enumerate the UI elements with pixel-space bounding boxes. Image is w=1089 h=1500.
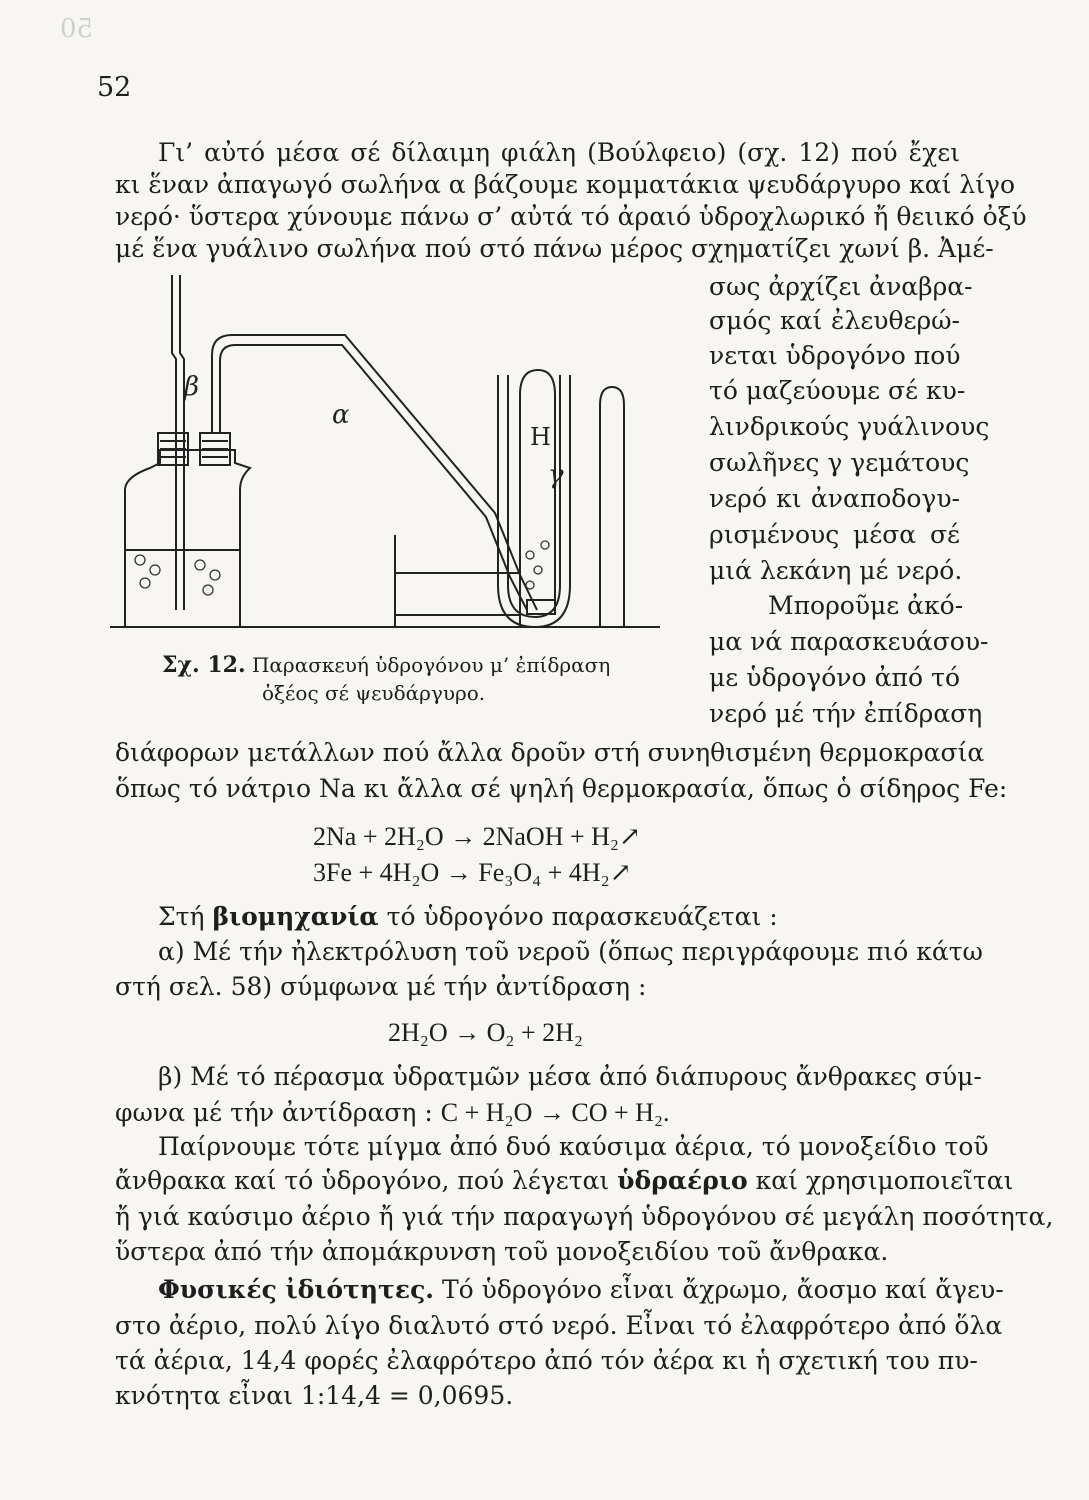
side-text-line: σμός καί ἐλευθερώ- xyxy=(709,306,960,335)
text-line: νερό· ὕστερα χύνουμε πάνω σ’ αὐτά τό ἀραιό ὑδροχλωρικό ἤ θειικό ὀξύ xyxy=(115,202,1027,231)
term-water-gas: ὑδραέριο xyxy=(617,1166,748,1195)
side-text-line: σως ἀρχίζει ἀναβρα- xyxy=(709,272,973,301)
equation-electrolysis: 2H₂O → O₂ + 2H₂ xyxy=(388,1018,583,1047)
side-text-line: μα νά παρασκευάσου- xyxy=(709,627,989,656)
text-part: ἄνθρακα καί τό ὑδρογόνο, πού λέγεται xyxy=(115,1166,610,1195)
industry-term: βιομηχανία xyxy=(212,902,379,931)
side-text-line: μιά λεκάνη μέ νερό. xyxy=(709,556,963,585)
text-line: μέ ἕνα γυάλινο σωλήνα πού στό πάνω μέρος σχηματίζει χωνί β. Ἀμέ- xyxy=(115,234,994,263)
bleed-through-page-number: 50 xyxy=(60,14,94,44)
figure-caption-line1: Παρασκευή ὑδρογόνου μ’ ἐπίδραση xyxy=(251,653,611,677)
equation-sodium: 2Na + 2H₂O → 2NaOH + H₂↗ xyxy=(313,822,641,851)
text-line: τά ἀέρια, 14,4 φορές ἐλαφρότερο ἀπό τόν ἀέρα κι ἡ σχετική του πυ- xyxy=(115,1346,978,1375)
delivery-tube xyxy=(212,335,537,610)
text-line: β) Μέ τό πέρασμα ὑδρατμῶν μέσα ἀπό διάπυρους ἄνθρακες σύμ- xyxy=(158,1062,982,1091)
industry-rest: τό ὑδρογόνο παρασκευάζεται : xyxy=(386,902,778,931)
gas-tube-h xyxy=(600,387,624,627)
text-line xyxy=(115,1166,1014,1196)
text-part: Τό ὑδρογόνο εἶναι ἄχρωμο, ἄοσμο καί ἄγευ- xyxy=(441,1275,1004,1304)
industry-line xyxy=(158,902,778,932)
text-line: κι ἕναν ἀπαγωγό σωλήνα α βάζουμε κομματάκια ψευδάργυρο καί λίγο xyxy=(115,170,1016,199)
figure-wulff-bottle-apparatus xyxy=(100,255,700,655)
text-line: ἤ γιά καύσιμο ἀέριο ἤ γιά τήν παραγωγή ὑδρογόνου σέ μεγάλη ποσότητα, xyxy=(115,1202,1054,1231)
mark-beta: β xyxy=(184,372,200,402)
funnel-tube xyxy=(172,275,184,610)
text-part: καί χρησιμοποιεῖται xyxy=(755,1166,1014,1195)
text-line: ὅπως τό νάτριο Na κι ἄλλα σέ ψηλή θερμοκρασία, ὅπως ὁ σίδηρος Fe: xyxy=(115,774,1008,803)
text-line xyxy=(115,1098,669,1128)
text-line: ὕστερα ἀπό τήν ἀπομάκρυνση τοῦ μονοξειδίου τοῦ ἄνθρακα. xyxy=(115,1237,889,1266)
text-line: Γι’ αὐτό μέσα σέ δίλαιμη φιάλη (Βούλφειο) (σχ. 12) πού ἔχει xyxy=(158,138,960,167)
side-text-line: λινδρικούς γυάλινους xyxy=(709,412,990,441)
mark-h: H xyxy=(530,423,551,451)
page-number: 52 xyxy=(97,72,132,103)
text-line xyxy=(158,1275,1004,1305)
side-text-line: ρισμένους μέσα σέ xyxy=(709,520,960,549)
figure-caption-line2: ὀξέος σέ ψευδάργυρο. xyxy=(262,681,486,705)
text-line: στή σελ. 58) σύμφωνα μέ τήν ἀντίδραση : xyxy=(115,972,647,1001)
side-text-line: τό μαζεύουμε σέ κυ- xyxy=(709,376,966,405)
text-line: στο ἀέριο, πολύ λίγο διαλυτό στό νερό. Εἶναι τό ἐλαφρότερο ἀπό ὅλα xyxy=(115,1311,1003,1340)
text-line: κνότητα εἶναι 1:14,4 = 0,0695. xyxy=(115,1381,514,1410)
side-text-line: νερό κι ἀναποδογυ- xyxy=(709,484,960,513)
mark-alpha: α xyxy=(332,400,350,430)
equation-iron: 3Fe + 4H₂O → Fe₃O₄ + 4H₂↗ xyxy=(313,858,632,887)
mark-gamma: γ xyxy=(548,460,564,490)
figure-caption xyxy=(162,650,610,680)
wulff-bottle xyxy=(125,450,250,627)
text-line: διάφορων μετάλλων πού ἄλλα δροῦν στή συνηθισμένη θερμοκρασία xyxy=(115,738,985,767)
industry-intro: Στή xyxy=(158,902,205,931)
side-text-line: Μποροῦμε ἀκό- xyxy=(768,591,964,620)
water-basin xyxy=(395,535,520,627)
text-line: Παίρνουμε τότε μίγμα ἀπό δυό καύσιμα ἀέρια, τό μονοξείδιο τοῦ xyxy=(158,1132,989,1161)
side-text-line: σωλῆνες γ γεμάτους xyxy=(709,448,970,477)
figure-label: Σχ. 12. xyxy=(162,652,246,678)
u-tube-collector xyxy=(498,375,570,627)
text-line: α) Μέ τήν ἠλεκτρόλυση τοῦ νεροῦ (ὅπως περιγράφουμε πιό κάτω xyxy=(158,937,983,966)
side-text-line: νεται ὑδρογόνο πού xyxy=(709,341,961,370)
text-part: φωνα μέ τήν ἀντίδραση : xyxy=(115,1098,433,1127)
section-heading-physical-properties: Φυσικές ἰδιότητες. xyxy=(158,1275,435,1304)
side-text-line: νερό μέ τήν ἐπίδραση xyxy=(709,699,983,728)
side-text-line: με ὑδρογόνο ἀπό τό xyxy=(709,663,960,692)
equation-water-gas: C + H₂O → CO + H₂. xyxy=(440,1098,670,1127)
